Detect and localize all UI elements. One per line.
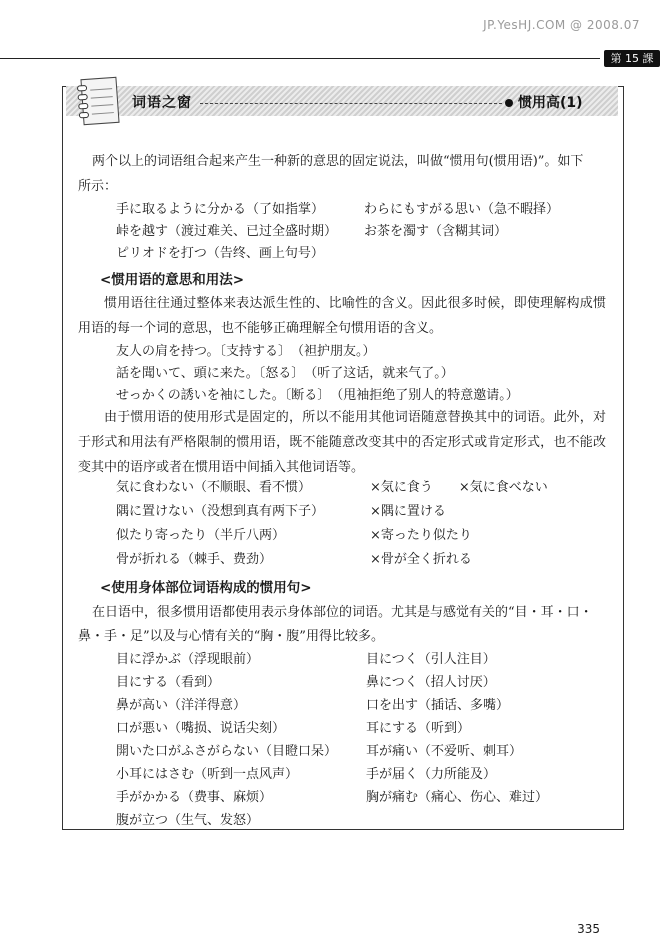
usage-example-1: 友人の肩を持つ。〔支持する〕 （袒护朋友。）: [116, 344, 376, 359]
section-heading-usage: <惯用语的意思和用法>: [100, 272, 245, 288]
body-idiom-right: 耳が痛い（不爱听、刺耳）: [366, 744, 523, 759]
correct-form-4: 骨が折れる（棘手、费劲）: [116, 552, 273, 567]
lesson-tab: 第 15 課: [604, 50, 660, 67]
body-idiom-left: 開いた口がふさがらない（目瞪口呆）: [116, 744, 338, 759]
watermark: JP.YesHJ.COM @ 2008.07: [483, 18, 640, 32]
bullet-icon: [505, 99, 513, 107]
usage-example-3: せっかくの誘いを袖にした。〔断る〕 （甩袖拒绝了别人的特意邀请。）: [116, 388, 519, 403]
banner-title: 词语之窗: [132, 95, 192, 111]
wrong-form-4: ×骨が全く折れる: [370, 552, 472, 567]
notebook-icon: [80, 77, 119, 125]
usage-paragraph: 惯用语往往通过整体来表达派生性的、比喻性的含义。因此很多时候，即使理解构成惯用语的每一个词的意思，也不能够正确理解全句惯用语的含义。: [78, 296, 606, 336]
correct-form-3: 似たり寄ったり（半斤八两）: [116, 528, 286, 543]
body-idiom-left: 目にする（看到）: [116, 675, 221, 690]
intro-line-2: 所示：: [78, 179, 118, 194]
body-idiom-left: 小耳にはさむ（听到一点风声）: [116, 767, 299, 782]
body-idiom-right: 目につく（引人注目）: [366, 652, 496, 667]
example-jp-1: 手に取るように分かる（了如指掌）: [116, 202, 325, 217]
banner-subtitle: 惯用高(1): [518, 95, 583, 111]
banner-divider: [200, 103, 502, 104]
correct-form-2: 隅に置けない（没想到真有两下子）: [116, 504, 325, 519]
example-jp-5: ピリオドを打つ（告终、画上句号）: [116, 246, 324, 261]
correct-form-1: 気に食わない（不顺眼、看不惯）: [116, 480, 312, 495]
body-idiom-right: 手が届く（力所能及）: [366, 767, 497, 782]
body-idiom-left: 鼻が高い（洋洋得意）: [116, 698, 247, 713]
body-idiom-left: 目に浮かぶ（浮现眼前）: [116, 652, 260, 667]
intro-line-1: 两个以上的词语组合起来产生一种新的意思的固定说法，叫做“惯用句(惯用语)”。如下: [92, 154, 584, 169]
body-parts-line-2: 鼻・手・足”以及与心情有关的“胸・腹”用得比较多。: [78, 629, 384, 644]
body-idiom-right: 鼻につく（招人讨厌）: [366, 675, 496, 690]
body-idiom-right: 耳にする（听到）: [366, 721, 471, 736]
example-jp-4: お茶を濁す（含糊其词）: [364, 224, 508, 239]
example-jp-2: わらにもすがる思い（急不暇择）: [364, 202, 560, 217]
body-idiom-right: 口を出す（插话、多嘴）: [366, 698, 510, 713]
usage-example-2: 話を聞いて、頭に来た。〔怒る〕 （听了这话，就来气了。）: [116, 366, 454, 381]
header-rule: [0, 58, 600, 59]
example-jp-3: 峠を越す（渡过难关、已过全盛时期）: [116, 224, 338, 239]
fixed-form-paragraph: 由于惯用语的使用形式是固定的，所以不能用其他词语随意替换其中的词语。此外，对于形式和用法有严格限制的惯用语，既不能随意改变其中的否定形式或肯定形式，也不能改变其中的语序或者在惯用语中间插入其他词语等。: [78, 410, 606, 475]
body-idiom-left: 口が悪い（嘴损、说话尖刻）: [116, 721, 286, 736]
body-idiom-left: 腹が立つ（生气、发怒）: [116, 813, 260, 828]
section-heading-body-parts: <使用身体部位词语构成的惯用句>: [100, 580, 312, 596]
body-parts-line-1: 在日语中，很多惯用语都使用表示身体部位的词语。尤其是与感觉有关的“目・耳・口・: [92, 605, 593, 620]
wrong-form-2: ×隅に置ける: [370, 504, 446, 519]
wrong-form-1: ×気に食う ×気に食べない: [370, 480, 548, 495]
page-number: 335: [577, 922, 600, 936]
body-idiom-right: 胸が痛む（痛心、伤心、难过）: [366, 790, 549, 805]
body-idiom-left: 手がかかる（费事、麻烦）: [116, 790, 273, 805]
wrong-form-3: ×寄ったり似たり: [370, 528, 472, 543]
